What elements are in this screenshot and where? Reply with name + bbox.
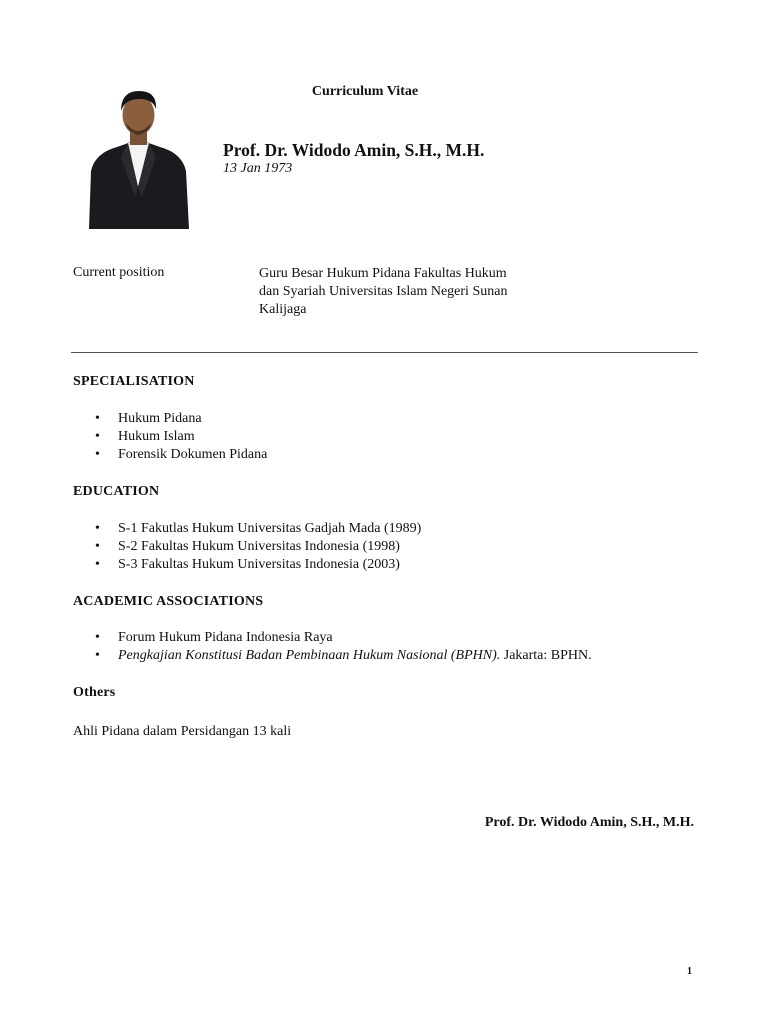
list-item: • Forum Hukum Pidana Indonesia Raya bbox=[95, 630, 333, 645]
bullet-icon: • bbox=[95, 630, 100, 645]
section-divider bbox=[71, 352, 698, 353]
list-item: • Hukum Pidana bbox=[95, 411, 202, 426]
education-list bbox=[95, 520, 421, 574]
list-item: • S-2 Fakultas Hukum Universitas Indonesia (1998) bbox=[95, 539, 400, 554]
list-item: • Pengkajian Konstitusi Badan Pembinaan Hukum Nasional (BPHN). Jakarta: BPHN. bbox=[95, 648, 592, 663]
document-title: Curriculum Vitae bbox=[311, 84, 419, 99]
bullet-icon: • bbox=[95, 521, 100, 536]
position-line: Kalijaga bbox=[259, 302, 307, 317]
current-position-label: Current position bbox=[73, 265, 165, 280]
associations-list bbox=[95, 629, 592, 665]
bullet-icon: • bbox=[95, 557, 100, 572]
education-heading: EDUCATION bbox=[73, 484, 160, 499]
others-heading: Others bbox=[73, 685, 116, 700]
signature-name: Prof. Dr. Widodo Amin, S.H., M.H. bbox=[484, 815, 694, 830]
bullet-icon: • bbox=[95, 411, 100, 426]
bullet-icon: • bbox=[95, 539, 100, 554]
list-item: • S-1 Fakutlas Hukum Universitas Gadjah Mada (1989) bbox=[95, 521, 422, 536]
bullet-icon: • bbox=[95, 648, 100, 663]
page-number: 1 bbox=[687, 966, 692, 977]
person-portrait-icon bbox=[83, 87, 194, 229]
bullet-icon: • bbox=[95, 447, 100, 462]
position-line: dan Syariah Universitas Islam Negeri Sunan bbox=[259, 284, 508, 299]
list-item: • S-3 Fakultas Hukum Universitas Indonesia (2003) bbox=[95, 557, 400, 572]
specialisation-list bbox=[95, 410, 267, 464]
current-position-value bbox=[259, 265, 544, 319]
bullet-icon: • bbox=[95, 429, 100, 444]
list-item: • Forensik Dokumen Pidana bbox=[95, 447, 268, 462]
profile-photo bbox=[83, 87, 194, 229]
associations-heading: ACADEMIC ASSOCIATIONS bbox=[73, 594, 264, 609]
person-name: Prof. Dr. Widodo Amin, S.H., M.H. bbox=[223, 140, 485, 160]
list-item: • Hukum Islam bbox=[95, 429, 195, 444]
date-of-birth: 13 Jan 1973 bbox=[223, 161, 293, 176]
specialisation-heading: SPECIALISATION bbox=[73, 374, 195, 389]
position-line: Guru Besar Hukum Pidana Fakultas Hukum bbox=[259, 266, 507, 281]
others-text: Ahli Pidana dalam Persidangan 13 kali bbox=[73, 724, 292, 739]
